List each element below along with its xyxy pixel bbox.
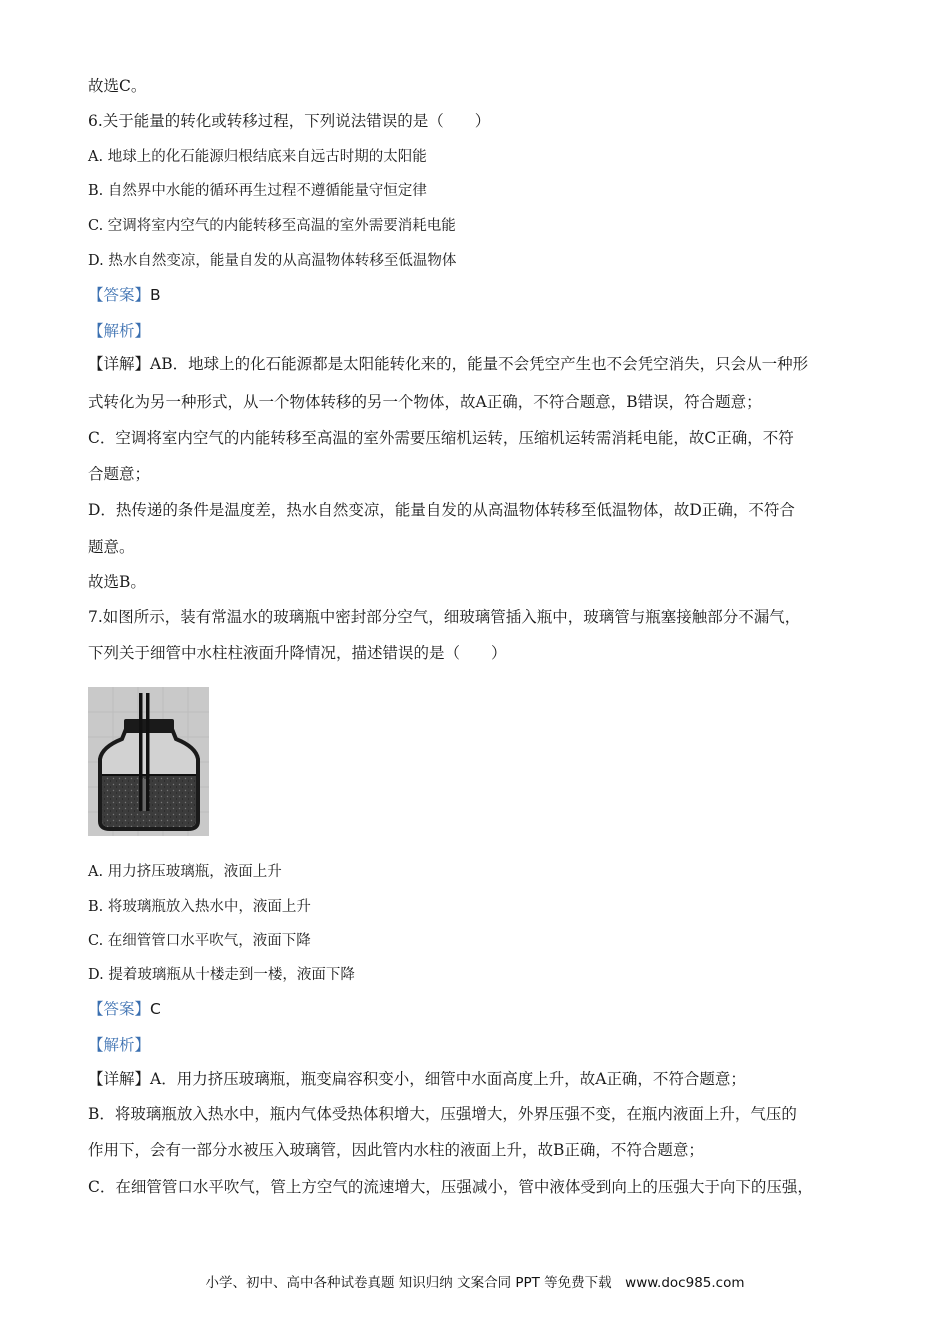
question-6-stem: 6.关于能量的转化或转移过程，下列说法错误的是（ ）: [88, 112, 491, 130]
detail-tag: 【详解】: [88, 1070, 151, 1088]
text-line: 题意。: [88, 538, 135, 556]
text-line: B．将玻璃瓶放入热水中，瓶内气体受热体积增大，压强增大，外界压强不变，在瓶内液面上升，气压的: [88, 1105, 797, 1123]
text-line: 故选B。: [88, 573, 146, 591]
question-7-option-d: D. 提着玻璃瓶从十楼走到一楼，液面下降: [88, 967, 355, 983]
detail-line: [88, 1068, 746, 1090]
question-6-option-c: C. 空调将室内空气的内能转移至高温的室外需要消耗电能: [88, 218, 456, 234]
question-7-option-b: B. 将玻璃瓶放入热水中，液面上升: [88, 899, 311, 915]
answer-tag: 【答案】: [88, 286, 151, 304]
text-line: 作用下，会有一部分水被压入玻璃管，因此管内水柱的液面上升，故B正确，不符合题意；: [88, 1141, 704, 1159]
bottle-figure: [88, 687, 209, 836]
question-7-option-c: C. 在细管管口水平吹气，液面下降: [88, 933, 311, 949]
question-6-option-a: A. 地球上的化石能源归根结底来自远古时期的太阳能: [88, 149, 427, 165]
text-line: D．热传递的条件是温度差，热水自然变凉，能量自发的从高温物体转移至低温物体，故D正确，不符合: [88, 501, 795, 519]
answer-tag: 【答案】: [88, 1000, 151, 1018]
answer-value: C: [150, 1000, 161, 1018]
detail-line: [88, 353, 808, 375]
question-7-option-a: A. 用力挤压玻璃瓶，液面上升: [88, 864, 282, 880]
text-line: 合题意；: [88, 465, 151, 483]
question-6-option-d: D. 热水自然变凉，能量自发的从高温物体转移至低温物体: [88, 253, 457, 269]
answer-value: B: [150, 286, 161, 304]
text-line: C．空调将室内空气的内能转移至高温的室外需要压缩机运转，压缩机运转需消耗电能，故C正确，不符: [88, 429, 794, 447]
text-line: 式转化为另一种形式，从一个物体转移的另一个物体，故A正确，不符合题意，B错误，符合题意；: [88, 393, 762, 411]
question-7-stem: 7.如图所示，装有常温水的玻璃瓶中密封部分空气，细玻璃管插入瓶中，玻璃管与瓶塞接触部分不漏气，: [88, 608, 801, 626]
detail-text: A．用力挤压玻璃瓶，瓶变扁容积变小，细管中水面高度上升，故A正确，不符合题意；: [150, 1070, 746, 1088]
text-line: C．在细管管口水平吹气，管上方空气的流速增大，压强减小，管中液体受到向上的压强大于向下的压强，: [88, 1178, 813, 1196]
question-7-stem-cont: 下列关于细管中水柱柱液面升降情况，描述错误的是（ ）: [88, 644, 507, 662]
answer-line: [88, 998, 161, 1020]
detail-tag: 【详解】: [88, 355, 151, 373]
page-footer: 小学、初中、高中各种试卷真题 知识归纳 文案合同 PPT 等免费下载 www.doc985.com: [205, 1275, 745, 1291]
answer-line: [88, 284, 161, 306]
detail-text: AB．地球上的化石能源都是太阳能转化来的，能量不会凭空产生也不会凭空消失，只会从一种形: [150, 355, 809, 373]
text-line: 故选C。: [88, 77, 147, 95]
question-6-option-b: B. 自然界中水能的循环再生过程不遵循能量守恒定律: [88, 183, 427, 199]
analysis-tag: 【解析】: [88, 322, 151, 340]
analysis-tag: 【解析】: [88, 1036, 151, 1054]
